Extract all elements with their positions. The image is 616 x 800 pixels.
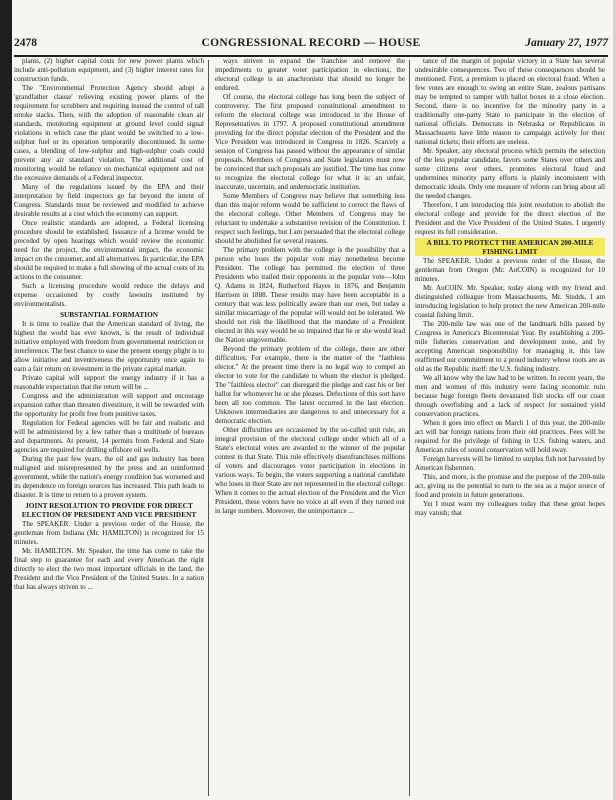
column-divider — [409, 60, 410, 796]
paragraph: Congress and the administration will support and encourage expansion rather than threaten divestiture, it will be rewarded with the opportunity for profit free from punitive taxes. — [14, 392, 204, 418]
paragraph: Of course, the electoral college has long been the subject of controversy. The first proposed constitutional amendment to reform the electoral college was introduced in the House of Representatives in 1797. A proposed constitutional amendment providing for the direct popular election of the President and the Vice President was introduced in Congress in 1826. Scarcely a session of Congress has passed without the appearance of similar proposals. Members of Congress and State legislators must now be convinced that such proposals are justified. The time has come to recognize the electoral college for what it is: an unfair, inaccurate, uncertain, and undemocratic institution. — [215, 93, 405, 191]
paragraph: Once realistic standards are adopted, a Federal licensing procedure should be established. Issuance of a license would be preceded by open hearings which would review the economic need for the project, the environmental impact, the economic impact on the consumer, and all alternatives. In particular, the EPA should be required to make a full showing of the actual costs of its actions to the consumer. — [14, 219, 204, 281]
paragraph: This, and more, is the promise and the purpose of the 200-mile act, giving us the potential to turn to the sea as a major source of food and protein in future generations. — [415, 473, 605, 499]
page-header — [14, 37, 608, 53]
section-heading: JOINT RESOLUTION TO PROVIDE FOR DIRECT ELECTION OF PRESIDENT AND VICE PRESIDENT — [21, 501, 197, 519]
text-column-right — [415, 57, 605, 799]
paragraph: Regulation for Federal agencies will be fair and realistic and will be administered by a few rather than a multitude of bureaus and departments. At present, 14 permits from Federal and State agencies are required for drilling offshore oil wells. — [14, 419, 204, 454]
paragraph: The SPEAKER. Under a previous order of the House, the gentleman from Oregon (Mr. AuCOIN) is recognized for 10 minutes. — [415, 257, 605, 283]
paragraph: The primary problem with the college is the possibility that a person who loses the popular vote may nonetheless become President. The college has permitted the election of three Presidents who trailed their opponents in the popular vote—John Q. Adams in 1824, Rutherford Hayes in 1876, and Benjamin Harrison in 1888. These results may have been acceptable in a century that was less politically aware than our own, but today a similar miscarriage of the popular will would not be tolerated. We should not risk the likelihood that the mandate of a President elected in this way would be so impaired that he or she would lead the Nation ungovernable. — [215, 246, 405, 344]
text-column-middle — [215, 57, 405, 799]
issue-date: January 27, 1977 — [525, 37, 608, 49]
paragraph: plants, (2) higher capital costs for new power plants which include anti-pollution equipment, and (3) higher interest rates for construction funds. — [14, 57, 204, 83]
paragraph: Foreign harvests will be limited to surplus fish not harvested by American fishermen. — [415, 455, 605, 472]
paragraph: ways striven to expand the franchise and remove the impediments to greater voter participation in elections, the electoral college is an anachronism that should no longer be endured. — [215, 57, 405, 92]
paragraph: Mr. Speaker, any electoral process which permits the selection of the less popular candidate, favors some States over others and some citizens over others, promotes electoral fraud and undermines minority party efforts is plainly inconsistent with democratic ideals. Only one measure of reform can bring about all the needed changes. — [415, 147, 605, 200]
paragraph: The 200-mile law was one of the landmark bills passed by Congress in America's Bicentennial Year. By establishing a 200-mile fisheries conservation and development zone, and by accepting American responsibility for managing it, this law reaffirmed our commitment to a proud industry whose roots are as old as the Republic itself: the U.S. fishing industry. — [415, 320, 605, 373]
paragraph: The "Environmental Protection Agency should adopt a 'grandfather clause' relieving existing power plants of the requirement for scrubbers and requiring instead the control of tall smoke stacks. Then, with the adoption of reasonable clean air standards, monitoring equipment at ground level could signal violations in which case the plant would be switched to a low-sulphur fuel or its operation temporarily discontinued. In some cases, a blending of low-sulphur and high-sulphur coals could prevent any air standard violation. The additional cost of monitoring would be reliance on mechanical equipment and not the excessive demands of a Federal inspector. — [14, 84, 204, 182]
paragraph: Beyond the primary problem of the college, there are other difficulties. For example, there is the matter of the "faithless elector." At the present time there is no legal way to compel an elector to vote for the candidate to whom the elector is pledged. The "faithless elector" can disregard the pledge and cast his or her ballot for whomever he or she pleases. Defections of this sort have been all too common. The latest occurred in the last election. Unknown intermediaries are dangerous to and unnecessary for a democratic election. — [215, 345, 405, 425]
text-column-left — [14, 57, 204, 799]
paragraph: Many of the regulations issued by the EPA and their interpretation by field inspectors go far beyond the intent of Congress. Standards must be reviewed and modified to achieve desirable results at a cost which the economy can support. — [14, 183, 204, 218]
publication-title: CONGRESSIONAL RECORD — HOUSE — [201, 37, 421, 49]
paragraph: Private capital will support the energy industry if it has a reasonable expectation that the return will be ... — [14, 374, 204, 391]
paragraph: Therefore, I am introducing this joint resolution to abolish the electoral college and provide for the direct election of the President and the Vice President of the United States. I urgently request its full consideration. — [415, 201, 605, 236]
paragraph: We all know why the law had to be written. In recent years, the men and women of this industry were facing economic ruin because huge foreign fleets devastated fish stocks off our coast through overfishing and a lack of respect for sustained yield conservation practices. — [415, 374, 605, 418]
paragraph: Mr. AuCOIN. Mr. Speaker, today along with my friend and distinguished colleague from Massachusetts, Mr. Studds, I am introducing legislation to help protect the new American 200-mile coastal fishing limit. — [415, 284, 605, 319]
paragraph: When it goes into effect on March 1 of this year, the 200-mile act will bar foreign nations from their old practices. Fees will be required for the privilege of fishing in U.S. fishing waters, and American rules of sound conservation will hold sway. — [415, 419, 605, 454]
page-number: 2478 — [14, 37, 37, 49]
paragraph: Other difficulties are occasioned by the so-called unit rule, an integral provision of the electoral college under which all of a State's electoral votes are awarded to the winner of the popular contest in that State. This rule effectively disenfranchises millions of voters and discourages voter participation in elections in various ways. To begin, the voters supporting a national candidate who loses in their State are not represented in the electoral college. When it comes to the actual election of the President and the Vice President, these voters have no voice at all even if they turned out in large numbers. Moreover, the unimportance ... — [215, 426, 405, 515]
paragraph: Yet I must warn my colleagues today that these great hopes may vanish; that — [415, 500, 605, 517]
scan-edge-shadow — [0, 0, 12, 800]
paragraph: It is time to realize that the American standard of living, the highest the world has ever known, is the result of individual initiative employed with freedom from governmental restriction or interference. The best chance to ease the present energy plight is to allow initiative and inventiveness the opportunity once again to earn a fair return on investment in the private capital market. — [14, 320, 204, 373]
section-heading: SUBSTANTIAL FORMATION — [59, 310, 159, 319]
paragraph: During the past few years, the oil and gas industry has been maligned and misrepresented by the press and an uninformed government, while the nation's energy condition has worsened and its dependence on foreign sources has increased. This path leads to disaster. It is time to return to a proven system. — [14, 455, 204, 499]
paragraph: The SPEAKER. Under a previous order of the House, the gentleman from Indiana (Mr. HAMILTON) is recognized for 15 minutes. — [14, 520, 204, 546]
paragraph: Such a licensing procedure would reduce the delays and expense occasioned by costly lawsuits instituted by environmentalists. — [14, 282, 204, 308]
paragraph: tance of the margin of popular victory in a State has several undesirable consequences. Two of these consequences should be mentioned. First, a premium is placed on electoral fraud. When a few votes are enough to swing an entire State, zealous partisans may be tempted to tamper with ballot boxes in a close election. Second, there is no incentive for the minority party in a traditionally one-party State to participate in the election of national officials. Democrats in Nebraska or Republicans in Massachusetts have little reason to campaign actively for their national tickets; their efforts are useless. — [415, 57, 605, 146]
paragraph: Mr. HAMILTON. Mr. Speaker, the time has come to take the final step to guarantee for each and every American the right directly to elect the two most important officials in the land, the President and the Vice President of the United States. In a nation that has always striven to ... — [14, 547, 204, 591]
paragraph: Some Members of Congress may believe that something less than this major reform would be sufficient to correct the flaws of the electoral college. Other Members of Congress may be reluctant to undertake a substantive revision of the Constitution. I respect such feelings, but I am persuaded that the electoral college should be abolished for several reasons. — [215, 192, 405, 245]
column-divider — [208, 60, 209, 796]
section-heading: A BILL TO PROTECT THE AMERICAN 200-MILE FISHING LIMIT — [415, 238, 605, 256]
